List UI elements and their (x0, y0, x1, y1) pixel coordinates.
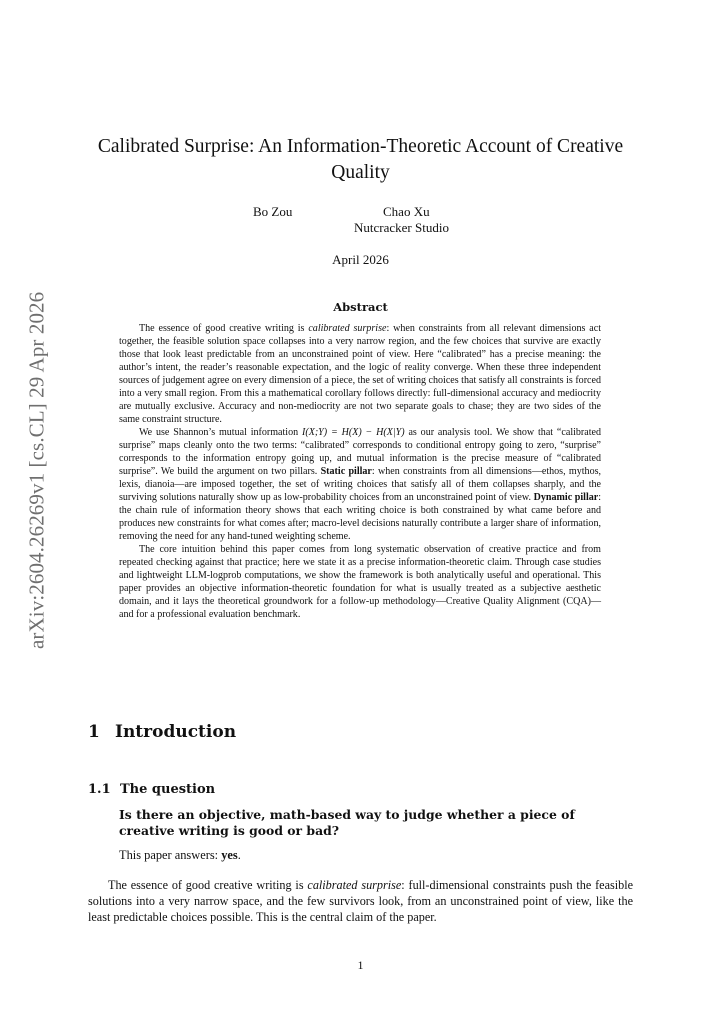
arxiv-identifier: arXiv:2604.26269v1 [cs.CL] 29 Apr 2026 (24, 291, 49, 650)
author-name: Bo Zou (253, 204, 293, 219)
abstract-paragraph: The core intuition behind this paper comes from long systematic observation of creative practice and from repeated checking against that practice; here we state it as a precise information-theoretic claim. Through case studies and lightweight LLM-logprob computations, we show the framework is both analytically useful and operational. This paper provides an objective information-theoretic foundation for what is usually treated as a subjective aesthetic domain, and it lays the theoretical groundwork for a follow-up methodology—Creative Quality Alignment (CQA)—and for a professional evaluation benchmark. (119, 544, 601, 620)
abstract-heading: Abstract (333, 300, 388, 314)
research-question: Is there an objective, math-based way to judge whether a piece of creative writing is good or bad? (119, 807, 575, 838)
body-paragraph: The essence of good creative writing is calibrated surprise: full-dimensional constraints push the feasible solutions into a very narrow space, and the few survivors look, from an unconstrained point of view, like the least predictable choices possible. This is the central claim of the paper. (88, 878, 633, 924)
section-heading: 1 Introduction (88, 722, 237, 742)
author-affiliation: Nutcracker Studio (354, 220, 449, 235)
abstract-paragraph: We use Shannon’s mutual information I(X;Y) = H(X) − H(X|Y) as our analysis tool. We show that “calibrated surprise” maps cleanly onto the two terms: “calibrated” corresponds to conditional entropy going to zero, “surprise” corresponds to the information entropy going up, and mutual information is the precise measure of “calibrated surprise”. We build the argument on two pillars. Static pillar: when constraints from all dimensions—ethos, mythos, lexis, dianoia—are imposed together, the set of writing choices that satisfy all of them collapses sharply, and the surviving solutions naturally show up as low-probability choices from an unconstrained point of view. Dynamic pillar: the chain rule of information theory shows that each writing choice is both constrained by what came before and produces new constraints for what comes after; macro-level decisions naturally contribute a larger share of information, removing the need for any hand-tuned weighting scheme. (119, 427, 602, 542)
paper-date: April 2026 (332, 252, 389, 267)
math-formula: I(X;Y) = H(X) − H(X|Y) (302, 427, 405, 438)
page-number: 1 (357, 958, 364, 972)
author-name: Chao Xu (383, 204, 430, 219)
abstract-paragraph: The essence of good creative writing is calibrated surprise: when constraints from all relevant dimensions act together, the feasible solution space collapses into a very narrow region, and the few choices that survive are exactly those that look least predictable from an unconstrained point of view. Here “calibrated” has a precise meaning: the author’s intent, the reader’s reasonable expectation, and the logic of reality converge. When these three independent sources of judgement agree on every dimension of a piece, the set of writing choices that satisfy all constraints is forced into a very small region. From this a mathematical corollary follows directly: full-dimensional accuracy and mediocrity are mutually exclusive. Accuracy and non-mediocrity are not two separate goals to chase; they are two sides of the same constraint structure. (119, 323, 602, 425)
abstract-body (119, 322, 601, 621)
subsection-heading: 1.1 The question (88, 782, 216, 797)
paper-title: Calibrated Surprise: An Information-Theoretic Account of Creative Quality (97, 136, 624, 183)
answer-line: This paper answers: yes. (119, 848, 241, 862)
